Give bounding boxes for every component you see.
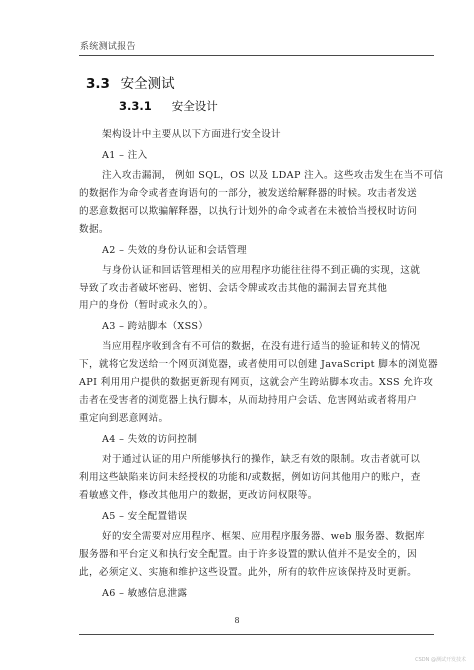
paragraph-line: 服务器和平台定义和执行安全配置。由于许多设置的默认值并不是安全的，因 xyxy=(79,549,418,560)
paragraph-line: 下，就将它发送给一个网页浏览器，或者使用可以创建 JavaScript 脚本的浏览器 xyxy=(79,359,438,370)
paragraph-line: 看敏感文件，修改其他用户的数据，更改访问权限等。 xyxy=(79,490,318,501)
paragraph-line: 当应用程序收到含有不可信的数据，在没有进行适当的验证和转义的情况 xyxy=(102,341,421,352)
paragraph-line: API 利用用户提供的数据更新现有网页，这就会产生跨站脚本攻击。XSS 允许攻 xyxy=(79,377,434,388)
paragraph-line: 与身份认证和回话管理相关的应用程序功能往往得不到正确的实现，这就 xyxy=(102,265,421,276)
footer-rule xyxy=(79,634,434,635)
paragraph-line: 重定向到恶意网站。 xyxy=(79,413,169,424)
paragraph-line: 此，必须定义、实施和维护这些设置。此外，所有的软件应该保持及时更新。 xyxy=(79,567,418,578)
paragraph-line: 注入攻击漏洞， 例如 SQL，OS 以及 LDAP 注入。这些攻击发生在当不可信 xyxy=(102,170,444,181)
subsection-number: 3.3.1 xyxy=(119,99,152,113)
paragraph-line: 击者在受害者的浏览器上执行脚本，从而劫持用户会话、危害网站或者将用户 xyxy=(79,395,418,406)
paragraph-line: 导致了攻击者破坏密码、密钥、会话令牌或攻击其他的漏洞去冒充其他 xyxy=(79,283,388,294)
item-heading-a2: A2 – 失效的身份认证和会话管理 xyxy=(102,245,248,256)
subsection-heading xyxy=(119,98,218,114)
item-heading-a6: A6 – 敏感信息泄露 xyxy=(102,588,188,599)
item-heading-a1: A1 – 注入 xyxy=(102,150,148,161)
item-heading-a3: A3 – 跨站脚本（XSS） xyxy=(102,321,209,332)
header-rule xyxy=(79,55,434,56)
paragraph-line: 好的安全需要对应用程序、框架、应用程序服务器、web 服务器、数据库 xyxy=(102,531,425,542)
section-number: 3.3 xyxy=(86,76,110,92)
paragraph-line: 的数据作为命令或者查询语句的一部分，被发送给解释器的时候。攻击者发送 xyxy=(79,188,418,199)
watermark: CSDN @测试开发技术 xyxy=(415,657,466,663)
section-title: 安全测试 xyxy=(120,76,175,92)
item-heading-a5: A5 – 安全配置错误 xyxy=(102,511,188,522)
paragraph-line: 的恶意数据可以欺骗解释器，以执行计划外的命令或者在未被恰当授权时访问 xyxy=(79,206,418,217)
item-heading-a4: A4 – 失效的访问控制 xyxy=(102,434,198,445)
paragraph-line: 对于通过认证的用户所能够执行的操作，缺乏有效的限制。攻击者就可以 xyxy=(102,454,421,465)
paragraph-line: 利用这些缺陷来访问未经授权的功能和/或数据，例如访问其他用户的账户，查 xyxy=(79,472,421,483)
subsection-title: 安全设计 xyxy=(171,99,218,113)
intro-paragraph: 架构设计中主要从以下方面进行安全设计 xyxy=(102,129,281,140)
running-header: 系统测试报告 xyxy=(80,42,136,52)
section-heading xyxy=(86,72,175,92)
paragraph-line: 用户的身份（暂时或永久的）。 xyxy=(79,300,214,311)
page-number: 8 xyxy=(234,616,240,625)
paragraph-line: 数据。 xyxy=(79,224,109,235)
